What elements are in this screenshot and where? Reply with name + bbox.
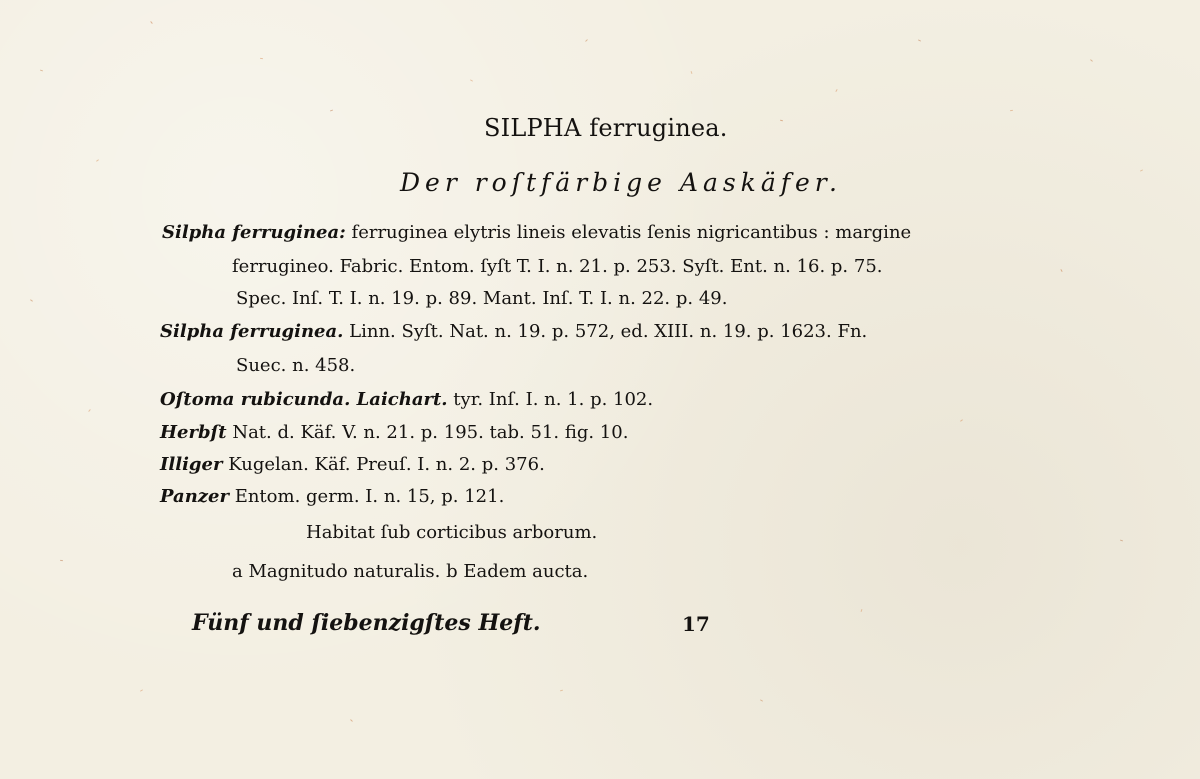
synonym-line [160,323,867,341]
synonym-line [160,391,653,409]
synonym-text: tyr. Inſ. I. n. 1. p. 102. [453,389,654,410]
paper-fleck [1120,540,1123,542]
paper-fleck [918,39,921,41]
synonym-line [160,488,504,506]
paper-fleck [350,719,353,722]
synonym-line [236,290,727,308]
synonym-line [232,258,883,276]
paper-fleck [470,79,473,81]
paper-fleck [96,159,99,162]
synonym-authority: Illiger [160,454,223,475]
synonym-line [236,357,355,375]
paper-fleck [1090,59,1093,62]
paper-fleck [60,560,63,562]
paper-fleck [780,120,783,122]
figure-caption: a Magnitudo naturalis. b Eadem aucta. [232,561,589,582]
paper-fleck [330,110,333,112]
synonym-text: Linn. Syſt. Nat. n. 19. p. 572, ed. XIII. n. 19. p. 1623. Fn. [349,321,868,342]
page-subtitle: Der roſtfärbige Aaskäfer. [400,168,842,197]
paper-fleck [691,71,693,74]
page-title: SILPHA ferruginea. [484,114,728,142]
synonym-text: Suec. n. 458. [236,355,356,376]
synonym-text: Nat. d. Käf. V. n. 21. p. 195. tab. 51. fig. 10. [232,422,629,443]
paper-fleck [1010,110,1013,112]
synonym-authority: Silpha ferruginea. [160,321,344,342]
paper-fleck [1140,169,1143,171]
synonym-authority: Herbſt [160,422,227,443]
paper-fleck [835,89,837,92]
paper-fleck [560,690,563,692]
signature-mark: 17 [682,612,710,636]
paper-fleck [585,39,588,42]
synonym-authority: Panzer [160,486,229,507]
synonym-text: ferruginea elytris lineis elevatis ſenis nigricantibus : margine [351,222,912,243]
synonym-text: Entom. germ. I. n. 15, p. 121. [234,486,505,507]
paper-fleck [1060,269,1062,272]
paper-fleck [260,58,263,60]
paper-fleck [861,609,863,612]
paper-fleck [960,419,963,422]
paper-fleck [30,299,33,302]
synonym-text: ferrugineo. Fabric. Entom. ſyſt T. I. n. 21. p. 253. Syſt. Ent. n. 16. p. 75. [232,256,883,277]
paper-fleck [88,409,91,412]
paper-fleck [40,70,43,72]
synonym-line [162,224,911,242]
paper-fleck [140,689,143,691]
paper-fleck [760,699,763,701]
synonym-authority: Oſtoma rubicunda. Laichart. [160,389,448,410]
synonym-text: Spec. Inſ. T. I. n. 19. p. 89. Mant. Inſ. T. I. n. 22. p. 49. [236,288,728,309]
paper-fleck [150,21,153,24]
habitat-line: Habitat ſub corticibus arborum. [306,522,598,543]
synonym-text: Kugelan. Käf. Preuſ. I. n. 2. p. 376. [228,454,545,475]
synonym-line [160,424,628,442]
issue-footer: Fünf und ſiebenzigſtes Heft. [192,610,541,636]
synonym-authority: Silpha ferruginea: [162,222,346,243]
synonym-line [160,456,545,474]
